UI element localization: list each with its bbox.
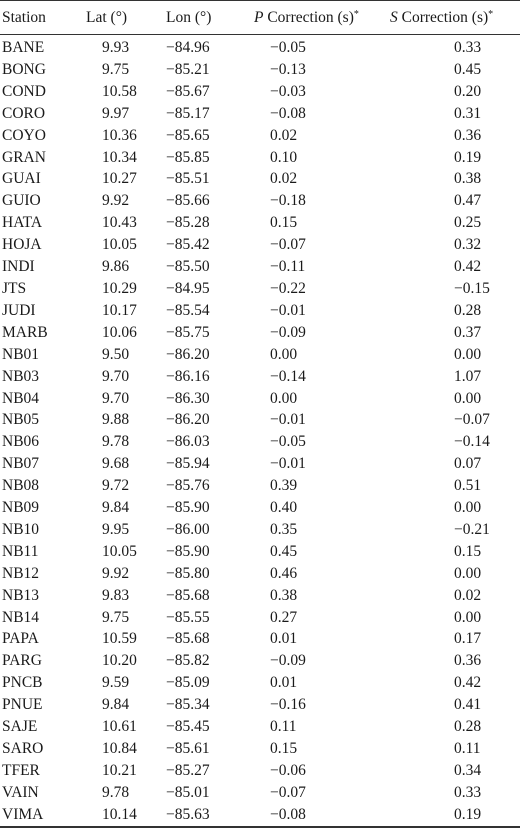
cell-s-correction: 0.42 bbox=[454, 674, 482, 692]
cell-s-correction: 0.36 bbox=[454, 652, 482, 670]
cell-lon: −86.03 bbox=[166, 433, 210, 451]
cell-s-correction: 0.11 bbox=[454, 740, 481, 757]
table-row bbox=[0, 168, 520, 190]
cell-s-correction: 0.15 bbox=[454, 542, 482, 560]
cell-station: HOJA bbox=[2, 236, 42, 254]
table-row bbox=[0, 300, 520, 322]
cell-station: NB01 bbox=[2, 345, 40, 363]
header-s-correction bbox=[378, 1, 520, 35]
cell-p-correction: 0.02 bbox=[270, 170, 298, 188]
cell-station: SARO bbox=[2, 740, 44, 757]
cell-lat: 9.95 bbox=[102, 520, 130, 538]
table-row bbox=[0, 628, 520, 650]
cell-lon: −85.90 bbox=[166, 499, 210, 517]
cell-lon: −85.01 bbox=[166, 783, 210, 801]
cell-s-correction: 0.17 bbox=[454, 630, 482, 648]
cell-p-correction: −0.07 bbox=[270, 783, 306, 801]
cell-lat: 10.17 bbox=[102, 301, 137, 319]
cell-station: NB10 bbox=[2, 520, 40, 538]
cell-s-correction: 0.02 bbox=[454, 586, 482, 604]
cell-station: NB11 bbox=[2, 542, 39, 560]
cell-s-correction: 1.07 bbox=[454, 367, 482, 385]
header-p-footnote-mark: * bbox=[353, 8, 359, 20]
cell-p-correction: −0.11 bbox=[270, 258, 306, 276]
cell-station: GUAI bbox=[2, 170, 41, 188]
cell-lat: 9.92 bbox=[102, 564, 130, 582]
header-s-footnote-mark: * bbox=[488, 8, 494, 20]
table-row bbox=[0, 585, 520, 607]
cell-lon: −85.66 bbox=[166, 192, 210, 210]
cell-station: GRAN bbox=[2, 148, 46, 166]
cell-p-correction: 0.11 bbox=[270, 718, 297, 736]
table-row bbox=[0, 497, 520, 519]
header-lon: Lon (°) bbox=[158, 1, 240, 35]
table-row bbox=[0, 256, 520, 278]
cell-p-correction: −0.03 bbox=[270, 82, 306, 100]
cell-lon: −85.45 bbox=[166, 718, 210, 736]
cell-lon: −85.34 bbox=[166, 696, 210, 714]
cell-lon: −84.95 bbox=[166, 279, 210, 297]
cell-s-correction: 0.31 bbox=[454, 104, 482, 122]
cell-lat: 9.78 bbox=[102, 433, 130, 451]
cell-p-correction: −0.22 bbox=[270, 279, 306, 297]
cell-station: NB08 bbox=[2, 477, 40, 495]
cell-s-correction: 0.00 bbox=[454, 564, 482, 582]
cell-lon: −85.68 bbox=[166, 630, 210, 648]
cell-s-correction: 0.33 bbox=[454, 39, 482, 56]
cell-lat: 10.21 bbox=[102, 761, 137, 779]
table-row bbox=[0, 147, 520, 169]
cell-lon: −85.42 bbox=[166, 236, 210, 254]
cell-station: CORO bbox=[2, 104, 46, 122]
header-s-text: Correction (s) bbox=[397, 8, 489, 26]
cell-lat: 10.43 bbox=[102, 214, 137, 232]
cell-p-correction: 0.00 bbox=[270, 345, 298, 363]
cell-lon: −85.28 bbox=[166, 214, 210, 232]
cell-station: PARG bbox=[2, 652, 42, 670]
cell-lat: 10.58 bbox=[102, 82, 137, 100]
cell-station: NB14 bbox=[2, 608, 40, 626]
cell-lon: −85.27 bbox=[166, 761, 210, 779]
cell-s-correction: −0.21 bbox=[454, 520, 490, 538]
table-row bbox=[0, 541, 520, 563]
cell-station: TFER bbox=[2, 761, 40, 779]
cell-s-correction: 0.37 bbox=[454, 323, 482, 341]
cell-lat: 10.29 bbox=[102, 279, 137, 297]
cell-lat: 10.20 bbox=[102, 652, 137, 670]
cell-lat: 9.86 bbox=[102, 258, 130, 276]
cell-station: NB09 bbox=[2, 499, 40, 517]
cell-lon: −85.63 bbox=[158, 804, 240, 827]
cell-lat: 9.50 bbox=[102, 345, 130, 363]
cell-lon: −86.20 bbox=[166, 345, 210, 363]
cell-p-correction: −0.09 bbox=[270, 652, 306, 670]
table-row bbox=[0, 409, 520, 431]
cell-station: PNUE bbox=[2, 696, 43, 714]
cell-station: SAJE bbox=[2, 718, 38, 736]
cell-station: JTS bbox=[2, 279, 27, 297]
cell-station: COYO bbox=[2, 126, 46, 144]
cell-lat: 9.78 bbox=[102, 783, 130, 801]
cell-lon: −86.20 bbox=[166, 411, 210, 429]
cell-lon: −85.65 bbox=[166, 126, 210, 144]
cell-p-correction: −0.05 bbox=[270, 39, 306, 56]
cell-p-correction: 0.45 bbox=[270, 542, 298, 560]
cell-lat: 10.61 bbox=[102, 718, 137, 736]
cell-p-correction: 0.15 bbox=[270, 740, 298, 757]
cell-station: VIMA bbox=[0, 804, 80, 827]
cell-p-correction: −0.08 bbox=[240, 804, 378, 827]
cell-p-correction: 0.27 bbox=[270, 608, 298, 626]
cell-lon: −85.68 bbox=[166, 586, 210, 604]
cell-station: BANE bbox=[2, 39, 45, 56]
cell-p-correction: 0.00 bbox=[270, 389, 298, 407]
table-row bbox=[0, 607, 520, 629]
cell-p-correction: −0.13 bbox=[270, 60, 306, 78]
cell-lat: 9.75 bbox=[102, 60, 130, 78]
cell-lat: 9.84 bbox=[102, 696, 130, 714]
cell-s-correction: 0.25 bbox=[454, 214, 482, 232]
cell-station: NB05 bbox=[2, 411, 40, 429]
cell-lon: −86.00 bbox=[166, 520, 210, 538]
cell-station: PNCB bbox=[2, 674, 43, 692]
cell-lat: 10.59 bbox=[102, 630, 137, 648]
cell-station: JUDI bbox=[2, 301, 36, 319]
cell-lon: −85.61 bbox=[166, 740, 210, 757]
table-row bbox=[0, 212, 520, 234]
cell-s-correction: −0.14 bbox=[454, 433, 490, 451]
cell-station: HATA bbox=[2, 214, 43, 232]
table-row bbox=[0, 760, 520, 782]
table-row bbox=[0, 125, 520, 147]
cell-lon: −85.51 bbox=[166, 170, 210, 188]
cell-p-correction: −0.01 bbox=[270, 411, 306, 429]
cell-p-correction: 0.39 bbox=[270, 477, 298, 495]
cell-p-correction: −0.08 bbox=[270, 104, 306, 122]
cell-lat: 10.27 bbox=[102, 170, 137, 188]
cell-p-correction: −0.06 bbox=[270, 761, 306, 779]
table-header bbox=[0, 1, 520, 35]
table-row bbox=[0, 650, 520, 672]
cell-lon: −85.82 bbox=[166, 652, 210, 670]
cell-s-correction: 0.20 bbox=[454, 82, 482, 100]
cell-lon: −86.30 bbox=[166, 389, 210, 407]
table-row bbox=[0, 59, 520, 81]
cell-lat: 9.93 bbox=[102, 39, 130, 56]
header-p-text: Correction (s) bbox=[263, 8, 354, 26]
table-row bbox=[0, 694, 520, 716]
cell-station: PAPA bbox=[2, 630, 39, 648]
cell-lat: 9.68 bbox=[102, 455, 130, 473]
table-row bbox=[0, 738, 520, 760]
cell-station: NB03 bbox=[2, 367, 40, 385]
cell-lon: −85.90 bbox=[166, 542, 210, 560]
cell-lat: 10.05 bbox=[102, 236, 137, 254]
cell-lat: 9.75 bbox=[102, 608, 130, 626]
cell-lat: 9.97 bbox=[102, 104, 130, 122]
cell-s-correction: 0.00 bbox=[454, 608, 482, 626]
cell-s-correction: 0.42 bbox=[454, 258, 482, 276]
table-row bbox=[0, 344, 520, 366]
cell-lon: −85.75 bbox=[166, 323, 210, 341]
cell-lat: 9.70 bbox=[102, 389, 130, 407]
cell-p-correction: 0.02 bbox=[270, 126, 298, 144]
cell-lon: −85.17 bbox=[166, 104, 210, 122]
table-row bbox=[0, 190, 520, 212]
header-lat: Lat (°) bbox=[80, 1, 158, 35]
cell-station: MARB bbox=[2, 323, 48, 341]
cell-s-correction: 0.00 bbox=[454, 345, 482, 363]
cell-station: COND bbox=[2, 82, 46, 100]
cell-p-correction: 0.01 bbox=[270, 630, 298, 648]
cell-p-correction: −0.05 bbox=[270, 433, 306, 451]
cell-p-correction: 0.01 bbox=[270, 674, 298, 692]
cell-p-correction: 0.35 bbox=[270, 520, 298, 538]
cell-lon: −85.54 bbox=[166, 301, 210, 319]
table-row bbox=[0, 366, 520, 388]
table-row bbox=[0, 782, 520, 804]
cell-lat: 10.34 bbox=[102, 148, 137, 166]
cell-p-correction: 0.46 bbox=[270, 564, 298, 582]
cell-lon: −85.21 bbox=[166, 60, 210, 78]
cell-lat: 9.59 bbox=[102, 674, 130, 692]
table-row bbox=[0, 388, 520, 410]
cell-s-correction: 0.00 bbox=[454, 499, 482, 517]
cell-lon: −84.96 bbox=[166, 39, 210, 56]
cell-s-correction: 0.19 bbox=[378, 804, 520, 827]
cell-s-correction: 0.38 bbox=[454, 170, 482, 188]
table-row bbox=[0, 81, 520, 103]
cell-lon: −85.50 bbox=[166, 258, 210, 276]
header-p-correction bbox=[240, 1, 378, 35]
table-row bbox=[0, 234, 520, 256]
cell-p-correction: −0.09 bbox=[270, 323, 306, 341]
cell-lon: −85.09 bbox=[166, 674, 210, 692]
cell-station: NB06 bbox=[2, 433, 40, 451]
cell-s-correction: 0.07 bbox=[454, 455, 482, 473]
cell-p-correction: 0.15 bbox=[270, 214, 298, 232]
table-row bbox=[0, 716, 520, 738]
table-row bbox=[0, 322, 520, 344]
cell-s-correction: 0.32 bbox=[454, 236, 482, 254]
cell-lat: 9.70 bbox=[102, 367, 130, 385]
table-row bbox=[0, 519, 520, 541]
cell-lat: 9.83 bbox=[102, 586, 130, 604]
cell-lon: −85.85 bbox=[166, 148, 210, 166]
header-s-letter: S bbox=[390, 8, 398, 26]
cell-lat: 10.06 bbox=[102, 323, 137, 341]
cell-lat: 9.84 bbox=[102, 499, 130, 517]
cell-lon: −85.55 bbox=[166, 608, 210, 626]
cell-s-correction: −0.07 bbox=[454, 411, 490, 429]
cell-s-correction: 0.34 bbox=[454, 761, 482, 779]
header-p-letter: P bbox=[254, 8, 264, 26]
cell-lat: 9.72 bbox=[102, 477, 130, 495]
cell-s-correction: −0.15 bbox=[454, 279, 490, 297]
cell-lon: −85.80 bbox=[166, 564, 210, 582]
cell-s-correction: 0.47 bbox=[454, 192, 482, 210]
table-row bbox=[0, 103, 520, 125]
cell-lon: −85.76 bbox=[166, 477, 210, 495]
table-body bbox=[0, 35, 520, 827]
header-row bbox=[0, 1, 520, 35]
header-station: Station bbox=[0, 1, 80, 35]
cell-p-correction: −0.07 bbox=[270, 236, 306, 254]
table-row bbox=[0, 431, 520, 453]
cell-s-correction: 0.19 bbox=[454, 148, 482, 166]
cell-p-correction: 0.10 bbox=[270, 148, 298, 166]
cell-p-correction: 0.40 bbox=[270, 499, 298, 517]
cell-s-correction: 0.51 bbox=[454, 477, 482, 495]
cell-s-correction: 0.28 bbox=[454, 301, 482, 319]
cell-station: GUIO bbox=[2, 192, 41, 210]
table-row bbox=[0, 278, 520, 300]
cell-p-correction: −0.01 bbox=[270, 301, 306, 319]
cell-s-correction: 0.28 bbox=[454, 718, 482, 736]
cell-station: NB12 bbox=[2, 564, 40, 582]
cell-station: NB13 bbox=[2, 586, 40, 604]
cell-s-correction: 0.36 bbox=[454, 126, 482, 144]
table-row bbox=[0, 804, 520, 827]
table-row bbox=[0, 672, 520, 694]
cell-s-correction: 0.45 bbox=[454, 60, 482, 78]
cell-lat: 10.05 bbox=[102, 542, 137, 560]
cell-lat: 10.14 bbox=[80, 804, 158, 827]
cell-p-correction: −0.18 bbox=[270, 192, 306, 210]
cell-lon: −86.16 bbox=[166, 367, 210, 385]
table-row bbox=[0, 35, 520, 59]
cell-lat: 10.36 bbox=[102, 126, 137, 144]
cell-s-correction: 0.33 bbox=[454, 783, 482, 801]
cell-s-correction: 0.00 bbox=[454, 389, 482, 407]
cell-station: NB07 bbox=[2, 455, 40, 473]
cell-station: NB04 bbox=[2, 389, 40, 407]
cell-p-correction: 0.38 bbox=[270, 586, 298, 604]
table-row bbox=[0, 563, 520, 585]
cell-lon: −85.94 bbox=[166, 455, 210, 473]
cell-s-correction: 0.41 bbox=[454, 696, 482, 714]
cell-station: INDI bbox=[2, 258, 35, 276]
cell-station: BONG bbox=[2, 60, 46, 78]
table-row bbox=[0, 475, 520, 497]
cell-lat: 9.92 bbox=[102, 192, 130, 210]
cell-p-correction: −0.16 bbox=[270, 696, 306, 714]
cell-p-correction: −0.14 bbox=[270, 367, 306, 385]
cell-lat: 10.84 bbox=[102, 740, 137, 757]
cell-lon: −85.67 bbox=[166, 82, 210, 100]
table-row bbox=[0, 453, 520, 475]
cell-p-correction: −0.01 bbox=[270, 455, 306, 473]
cell-lat: 9.88 bbox=[102, 411, 130, 429]
cell-station: VAIN bbox=[2, 783, 39, 801]
